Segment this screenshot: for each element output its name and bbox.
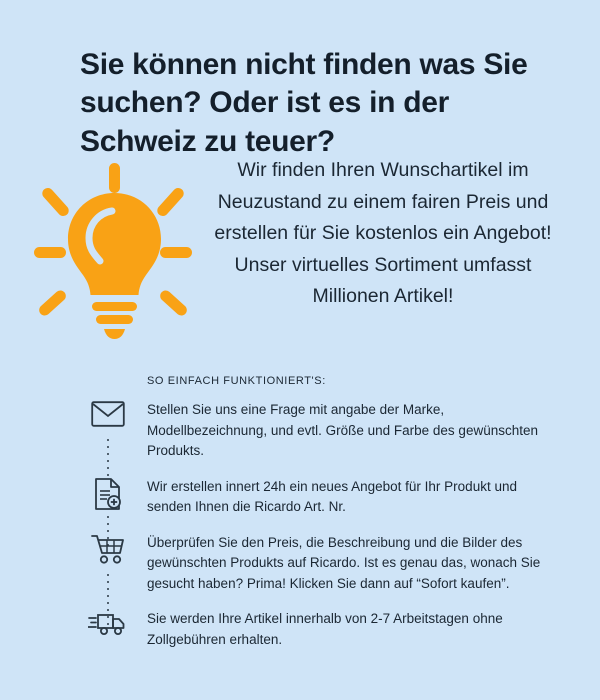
list-item (80, 399, 550, 462)
shopping-cart-icon (80, 532, 136, 564)
list-item-text: Stellen Sie uns eine Frage mit angabe der Marke, Modellbezeichnung, und evtl. Größe und Farbe des gewünschten Produkts. (147, 402, 538, 459)
intro-paragraph: Wir finden Ihren Wunschartikel im Neuzustand zu einem fairen Preis und erstellen für Sie kostenlos ein Angebot! Unser virtuelles Sortiment umfasst Millionen Artikel! (214, 159, 552, 308)
steps-title: SO EINFACH FUNKTIONIERT'S: (147, 375, 326, 387)
list-item (80, 532, 550, 595)
delivery-truck-icon (80, 608, 136, 636)
document-add-icon (80, 476, 136, 510)
lightbulb-icon (28, 163, 198, 348)
envelope-icon (80, 399, 136, 427)
steps-section (80, 375, 550, 664)
list-item (80, 608, 550, 650)
intro-section (0, 155, 600, 370)
list-item (80, 476, 550, 518)
list-item-text: Überprüfen Sie den Preis, die Beschreibung und die Bilder des gewünschten Produkts auf Ricardo. Ist es genau das, wonach Sie gesucht haben? Prima! Klicken Sie dann auf “Sofort kaufen”. (147, 534, 541, 591)
page-title: Sie können nicht finden was Sie suchen? Oder ist es in der Schweiz zu teuer? (80, 48, 528, 158)
list-item-text: Wir erstellen innert 24h ein neues Angebot für Ihr Produkt und senden Ihnen die Ricardo Art. Nr. (147, 478, 517, 515)
list-item-text: Sie werden Ihre Artikel innerhalb von 2-7 Arbeitstagen ohne Zollgebühren erhalten. (147, 611, 503, 647)
